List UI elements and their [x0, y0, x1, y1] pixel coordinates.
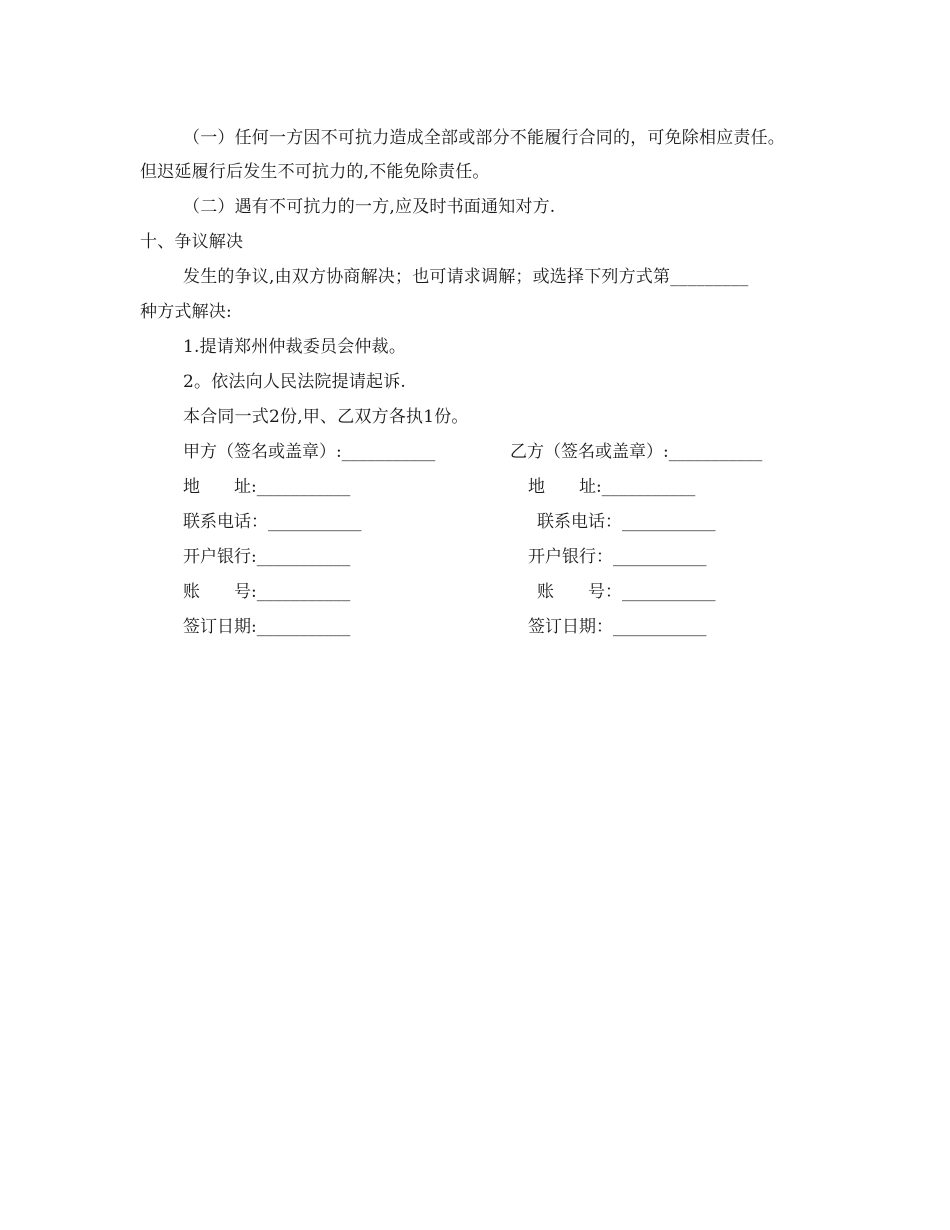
party-a-account-field: 账 号:___________: [183, 582, 351, 602]
party-b-account-field: 账 号：___________: [537, 582, 716, 602]
party-b-address-field: 地 址:___________: [528, 477, 696, 497]
clause-dispute-line1: 发生的争议,由双方协商解决；也可请求调解；或选择下列方式第_________: [183, 267, 749, 287]
clause-force-majeure-2: （二）遇有不可抗力的一方,应及时书面通知对方.: [183, 197, 556, 217]
party-b-bank-field: 开户银行：___________: [528, 547, 707, 567]
party-a-bank-field: 开户银行:___________: [183, 547, 351, 567]
clause-copies: 本合同一式2份,甲、乙双方各执1份。: [183, 407, 469, 427]
party-b-sign-field: 乙方（签名或盖章）:___________: [510, 442, 763, 462]
party-a-date-field: 签订日期:___________: [183, 617, 351, 637]
party-a-phone-field: 联系电话：___________: [183, 512, 362, 532]
party-a-address-field: 地 址:___________: [183, 477, 351, 497]
dispute-option-1: 1.提请郑州仲裁委员会仲裁。: [183, 337, 407, 357]
party-b-date-field: 签订日期：___________: [528, 617, 707, 637]
party-a-sign-field: 甲方（签名或盖章）:___________: [183, 442, 436, 462]
clause-force-majeure-1-line2: 但迟延履行后发生不可抗力的,不能免除责任。: [140, 162, 490, 182]
dispute-option-2: 2。依法向人民法院提请起诉.: [183, 372, 407, 392]
party-b-phone-field: 联系电话：___________: [537, 512, 716, 532]
clause-dispute-line2: 种方式解决:: [140, 302, 232, 322]
section-title-dispute: 十、争议解决: [140, 232, 244, 252]
clause-force-majeure-1-line1: （一）任何一方因不可抗力造成全部或部分不能履行合同的，可免除相应责任。: [183, 128, 785, 148]
